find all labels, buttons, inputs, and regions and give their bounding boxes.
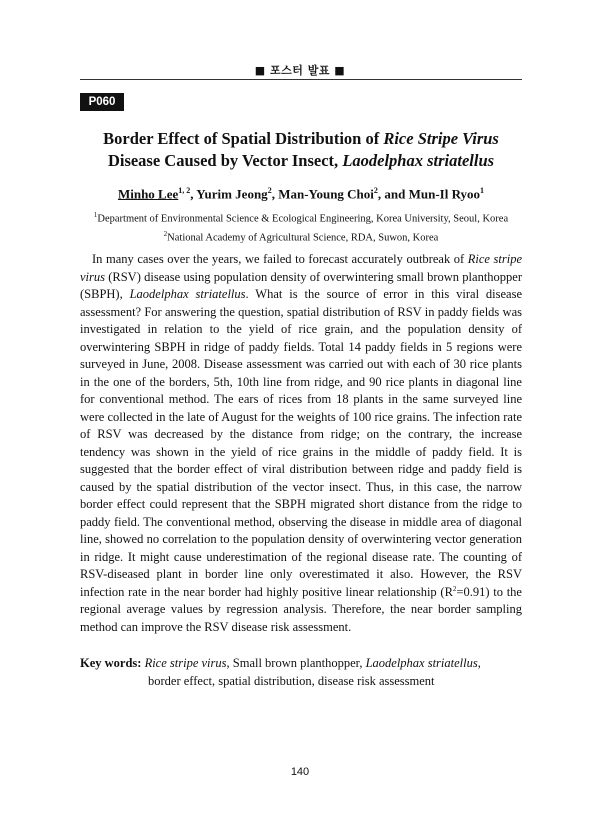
author-4-affil: 1 xyxy=(480,186,485,195)
page-number: 140 xyxy=(290,766,310,778)
author-2-affil: 2 xyxy=(267,186,272,195)
author-4: , and Mun-Il Ryoo xyxy=(377,186,481,202)
paper-title xyxy=(80,128,522,172)
author-list xyxy=(80,186,522,202)
affiliation-1: $^1$Department of Environmental Science & Ecological Engineering, Korea University, Seoul, Korea xyxy=(93,211,509,225)
title-line1-italic: Rice Stripe Virus xyxy=(383,129,499,148)
author-2: , Yurim Jeong xyxy=(190,186,268,202)
keywords-label: Key words: xyxy=(80,656,142,670)
title-line2-text: Disease Caused by Vector Insect, xyxy=(107,151,343,170)
affiliations xyxy=(80,208,522,245)
author-3-affil: 2 xyxy=(373,186,378,195)
author-1: Minho Lee xyxy=(117,186,179,202)
abstract-body: In many cases over the years, we failed to forecast accurately outbreak of Rice stripe virus (RSV) disease using population density of overwintering small brown planthopper (SBPH), Laodelphax striatellus. What is the source of error in this viral disease assessment? For answering the question, spatial distribution of RSV in paddy fields was investigated in relation to the yield of rice grain, and the population density of overwintering SBPH in ridge of paddy fields. Total 14 paddy fields in 5 regions were surveyed in June, 2008. Disease assessment was carried out with each of 30 rice plants in the one of the borders, 5th, 10th line from ridge, and 90 rice plants in diagonal line for conventional method. The ears of rices from 18 plants in the same surveyed line were collected in the late of August for the weights of 100 rice grains. The infection rate of RSV was decreased by the distance from ridge; on the contrary, the increase tendency was shown in the yield of rice grains in the middle of paddy field. It is suggested that the border effect of viral distribution between ridge and paddy field is caused by the spatial distribution of the vector insect. Thus, in this case, the narrow border effect could represent that the SBPH migrated short distance from the ridge to paddy field. The conventional method, observing the disease in middle area of diagonal line, showed no correlation to the population density of overwintering vector generation in ridge. It might cause underestimation of the regional disease rate. The counting of RSV-diseased plant in border line only overestimated it also. However, the RSV infection rate in the near border had highly positive linear relationship $(R^2=0.91)$ to the regional average values by regression analysis. Therefore, the near border sampling method can improve the RSV disease risk assessment. xyxy=(80,252,523,634)
author-1-affil: 1, 2 xyxy=(178,186,191,195)
title-line2-italic: Laodelphax striatellus xyxy=(342,151,495,170)
section-header: ■ 포스터 발표 ■ xyxy=(254,64,346,77)
affiliation-2: $^2$National Academy of Agricultural Science, RDA, Suwon, Korea xyxy=(163,229,439,243)
keywords-line2: border effect, spatial distribution, disease risk assessment xyxy=(148,673,435,688)
title-line1-text: Border Effect of Spatial Distribution of xyxy=(103,129,384,148)
keywords: Key words: Rice stripe virus, Small brown planthopper, Laodelphax striatellus, border effect, spatial distribution, disease risk assessment xyxy=(80,655,522,690)
author-3: , Man-Young Choi xyxy=(271,186,374,202)
poster-code-badge: P060 xyxy=(80,93,124,111)
header-divider xyxy=(80,79,522,80)
